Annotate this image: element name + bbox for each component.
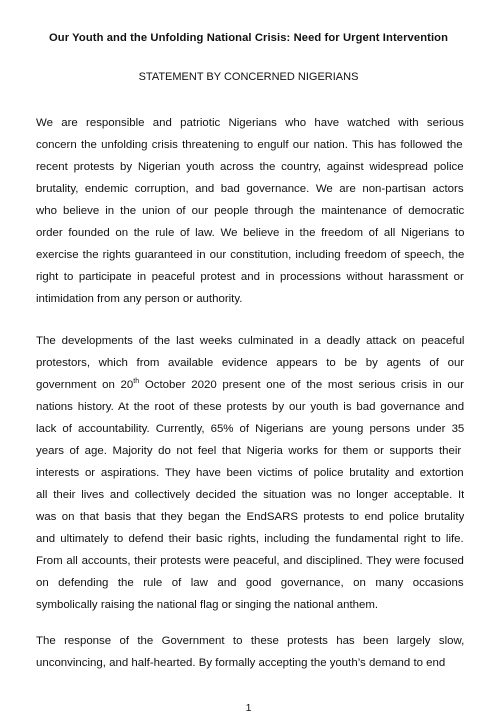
paragraph-line: was on that basis that they began the EndSARS protests to end police brutality bbox=[36, 511, 464, 523]
paragraph-line: all their lives and collectively decided the situation was no longer acceptable. It bbox=[36, 489, 464, 501]
paragraph-line: brutality, endemic corruption, and bad governance. We are non-partisan actors bbox=[36, 183, 464, 195]
document-title: Our Youth and the Unfolding National Crisis: Need for Urgent Intervention bbox=[48, 32, 449, 44]
paragraph-line: We are responsible and patriotic Nigerians who have watched with serious bbox=[36, 117, 464, 129]
paragraph-line: protestors, which from available evidence appears to be by agents of our bbox=[36, 357, 464, 369]
document-subtitle: STATEMENT BY CONCERNED NIGERIANS bbox=[138, 71, 359, 83]
paragraph-line-date bbox=[36, 374, 464, 396]
paragraph-2 bbox=[36, 330, 464, 616]
date-text: government on 20 bbox=[36, 379, 134, 391]
paragraph-line: nations history. At the root of these protests by our youth is bad governance and bbox=[36, 401, 464, 413]
paragraph-line: years of age. Majority do not feel that Nigeria works for them or supports their bbox=[36, 445, 462, 457]
paragraph-line: who believe in the union of our people through the maintenance of democratic bbox=[36, 205, 464, 217]
paragraph-line: right to participate in peaceful protest and in processions without harassment or bbox=[36, 271, 464, 283]
paragraph-line: and ultimately to defend their basic rights, including the fundamental right to life. bbox=[36, 533, 464, 545]
ordinal-suffix: th bbox=[133, 378, 140, 386]
paragraph-line: exercise the rights guaranteed in our constitution, including freedom of speech, the bbox=[36, 249, 464, 261]
paragraph-line: The developments of the last weeks culminated in a deadly attack on peaceful bbox=[36, 335, 464, 347]
paragraph-line: concern the unfolding crisis threatening to engulf our nation. This has followed the bbox=[36, 139, 463, 151]
paragraph-line: interests or aspirations. They have been victims of police brutality and extortion bbox=[36, 467, 464, 479]
paragraph-line: The response of the Government to these protests has been largely slow, bbox=[36, 635, 464, 647]
paragraph-line: unconvincing, and half-hearted. By formally accepting the youth’s demand to end bbox=[36, 657, 446, 669]
paragraph-line: lack of accountability. Currently, 65% of Nigerians are young persons under 35 bbox=[36, 423, 464, 435]
paragraph-3 bbox=[36, 630, 464, 674]
paragraph-line: recent protests by Nigerian youth across the country, against widespread police bbox=[36, 161, 464, 173]
paragraph-line: order founded on the rule of law. We believe in the freedom of all Nigerians to bbox=[36, 227, 464, 239]
paragraph-line: From all accounts, their protests were peaceful, and disciplined. They were focused bbox=[36, 555, 464, 567]
page-number: 1 bbox=[245, 702, 252, 714]
date-continuation: October 2020 present one of the most serious crisis in our bbox=[139, 379, 464, 391]
paragraph-line: symbolically raising the national flag or singing the national anthem. bbox=[36, 599, 379, 611]
paragraph-line: intimidation from any person or authority. bbox=[36, 293, 243, 305]
paragraph-line: on defending the rule of law and good governance, on many occasions bbox=[36, 577, 464, 589]
paragraph-1 bbox=[36, 112, 464, 310]
